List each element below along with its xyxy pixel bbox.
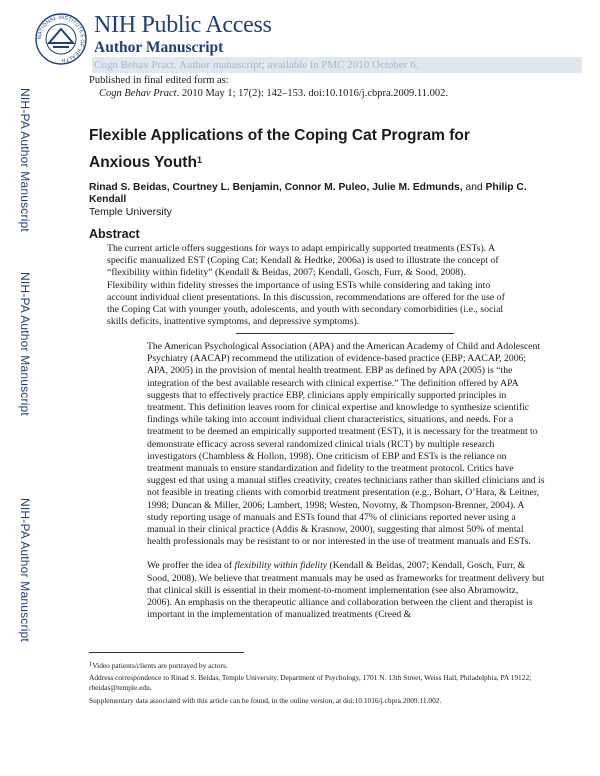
article-title <box>89 124 529 175</box>
supplementary-note: Supplementary data associated with this article can be found, in the online version, at doi:10.1016/j.cbpra.2009.11.002. <box>89 696 442 705</box>
side-label-3: NIH-PA Author Manuscript <box>18 498 32 642</box>
side-label-2: NIH-PA Author Manuscript <box>18 272 32 416</box>
side-label-1: NIH-PA Author Manuscript <box>18 88 32 232</box>
body-paragraph-1: The American Psychological Association (APA) and the American Academy of Child and Adolescent Psychiatry (AACAP) recommend the utilization of evidence-based practice (EBP; AACAP, 2006; APA, 2005) in the provision of mental health treatment. EBP as defined by APA (2005) is “the integration of the best available research with clinical expertise.” The definition offered by APA suggests that to effectively practice EBP, clinicians apply empirically supported principles in treatment. This definition leaves room for clinical expertise and knowledge to synthesize scientific findings while taking into account individual client characteristics, situations, and needs. For a treatment to be deemed an empirically supported treatment (EST), it is necessary for the treatment to demonstrate efficacy across several randomized clinical trials (RCT) by multiple research investigators (Chambless & Hollon, 1998). One criticism of EBP and ESTs is the reliance on treatment manuals to ensure standardization and fidelity to the treatment protocol. Critics have suggest ed that using a manual stifles creativity, creates technicians rather than skilled clinicians and is not feasible in treating clients with comorbid treatment presentation (e.g., Bohart, O’Hara, & Leitner, 1998; Duncan & Miller, 2006; Lambert, 1998; Westen, Novotny, & Thompson-Brenner, 2004). A study reporting usage of manuals and ESTs found that 47% of clinicians reported never using a manual in their clinical practice (Addis & Krasnow, 2000), suggesting that almost 50% of mental health professionals may be resistant to or nor interested in the use of treatment manuals and ESTs. <box>147 341 545 548</box>
journal-name: Cogn Behav Pract <box>99 88 177 99</box>
correspondence-note: Address correspondence to Rinad S. Beidas, Temple University, Department of Psychology, 1701 N. 13th Street, Weiss Hall, Philadelphia, PA 19122; rbeidas@temple.edu. <box>89 673 532 692</box>
footnote-1: $^1$Video patients/clients are portrayed by actors. <box>89 661 228 670</box>
published-label: Published in final edited form as: <box>89 75 229 86</box>
footnote-divider <box>89 652 244 653</box>
abstract-text: The current article offers suggestions for ways to adapt empirically supported treatments (ESTs). A specific manualized EST (Coping Cat; Kendall & Hedtke, 2006a) is used to illustrate the concept of “flexibility within fidelity” (Kendall & Beidas, 2007; Kendall, Gosch, Furr, & Sood, 2008). Flexibility within fidelity stresses the importance of using ESTs while considering and taking into account individual client presentations. In this discussion, recommendations are offered for the use of the Coping Cat with younger youth, adolescents, and youth with secondary comorbidities (i.e., social skills deficits, inattentive symptoms, and depressive symptoms). <box>107 243 505 328</box>
logo-ring-text: NATIONAL INSTITUTES OF HEALTH <box>36 14 86 64</box>
author-list <box>89 182 537 206</box>
abstract-heading: Abstract <box>89 227 140 241</box>
author-manuscript-label: Author Manuscript <box>94 39 224 56</box>
availability-text: Cogn Behav Pract. Author manuscript; available in PMC 2010 October 6. <box>94 59 419 71</box>
nih-public-access-title: NIH Public Access <box>94 12 272 38</box>
availability-banner <box>92 57 582 73</box>
citation-details: . 2010 May 1; 17(2): 142–153. doi:10.1016/j.cbpra.2009.11.002. <box>176 88 448 99</box>
citation <box>99 87 448 100</box>
affiliation: Temple University <box>89 206 172 218</box>
authors-and: and <box>465 182 483 193</box>
svg-text:NATIONAL INSTITUTES OF HEALTH <box>37 15 85 63</box>
body-text <box>147 341 545 633</box>
title-footnote-mark: 1 <box>196 155 202 165</box>
nih-logo <box>34 12 88 66</box>
emphasis-flexibility: flexibility within fidelity <box>234 560 328 572</box>
section-divider <box>236 333 454 334</box>
article-title-text: Flexible Applications of the Coping Cat Program for Anxious Youth <box>89 127 470 171</box>
body-paragraph-2: We proffer the idea of flexibility within fidelity (Kendall & Beidas, 2007; Kendall, Gosch, Furr, & Sood, 2008). We believe that treatment manuals may be used as frameworks for treatment delivery but that clinical skill is essential in their moment-to-moment implementation (see also Abramowitz, 2006). An emphasis on the therapeutic alliance and collaboration between the client and therapist is important in the implementation of manualized treatments (Creed & <box>147 560 545 621</box>
authors-main: Rinad S. Beidas, Courtney L. Benjamin, Connor M. Puleo, Julie M. Edmunds, <box>89 182 463 193</box>
authors-last: Philip C. Kendall <box>89 182 527 205</box>
